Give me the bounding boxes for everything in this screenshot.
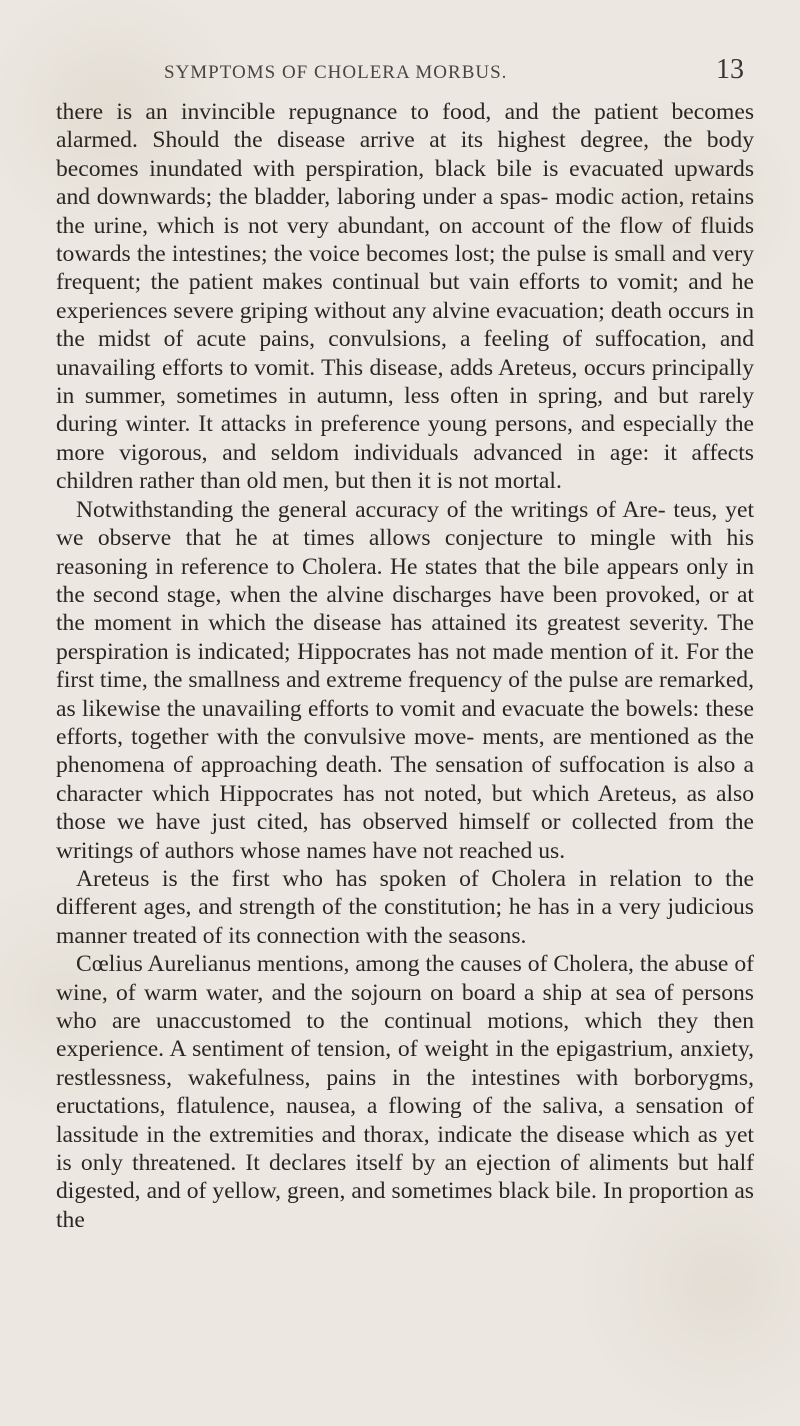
paragraph-continuation: there is an invincible repugnance to food, and the patient becomes alarmed. Should the disease arrive at its highest degree, the body becomes inundated with perspiration, black bile is evacuated upwards and downwards; the bladder, laboring under a spas- modic action, retains the urine, which is not very abundant, on account of the flow of fluids towards the intestines; the voice becomes lost; the pulse is small and very frequent; the patient makes continual but vain efforts to vomit; and he experiences severe griping without any alvine evacuation; death occurs in the midst of acute pains, convulsions, a feeling of suffocation, and unavailing efforts to vomit. This disease, adds Areteus, occurs principally in summer, sometimes in autumn, less often in spring, and but rarely during winter. It attacks in preference young persons, and especially the more vigorous, and seldom individuals advanced in age: it affects children rather than old men, but then it is not mortal. [56, 99, 754, 495]
paragraph-coelius-aurelianus: Cœlius Aurelianus mentions, among the causes of Cholera, the abuse of wine, of warm water, and the sojourn on board a ship at sea of persons who are unaccustomed to the continual motions, which they then experience. A sentiment of tension, of weight in the epigastrium, anxiety, restlessness, wakefulness, pains in the intestines with borborygms, eructations, flatulence, nausea, a flowing of the saliva, a sensation of lassitude in the extremities and thorax, indicate the disease which as yet is only threatened. It declares itself by an ejection of aliments but half digested, and of yellow, green, and sometimes black bile. In proportion as the [56, 951, 754, 1233]
running-head [56, 52, 754, 92]
page-number: 13 [716, 54, 744, 85]
paragraph-areteus-accuracy: Notwithstanding the general accuracy of the writings of Are- teus, yet we observe that he at times allows conjecture to mingle with his reasoning in reference to Cholera. He states that the bile appears only in the second stage, when the alvine discharges have been provoked, or at the moment in which the disease has attained its greatest severity. The perspiration is indicated; Hippocrates has not made mention of it. For the first time, the smallness and extreme frequency of the pulse are remarked, as likewise the unavailing efforts to vomit and evacuate the bowels: these efforts, together with the convulsive move- ments, are mentioned as the phenomena of approaching death. The sensation of suffocation is also a character which Hippocrates has not noted, but which Areteus, as also those we have just cited, has observed himself or collected from the writings of authors whose names have not reached us. [56, 496, 754, 864]
body-text [56, 98, 754, 1234]
paragraph-areteus-ages: Areteus is the first who has spoken of Cholera in relation to the different ages, and strength of the constitution; he has in a very judicious manner treated of its connection with the seasons. [56, 865, 754, 949]
running-head-title: SYMPTOMS OF CHOLERA MORBUS. [164, 62, 508, 83]
